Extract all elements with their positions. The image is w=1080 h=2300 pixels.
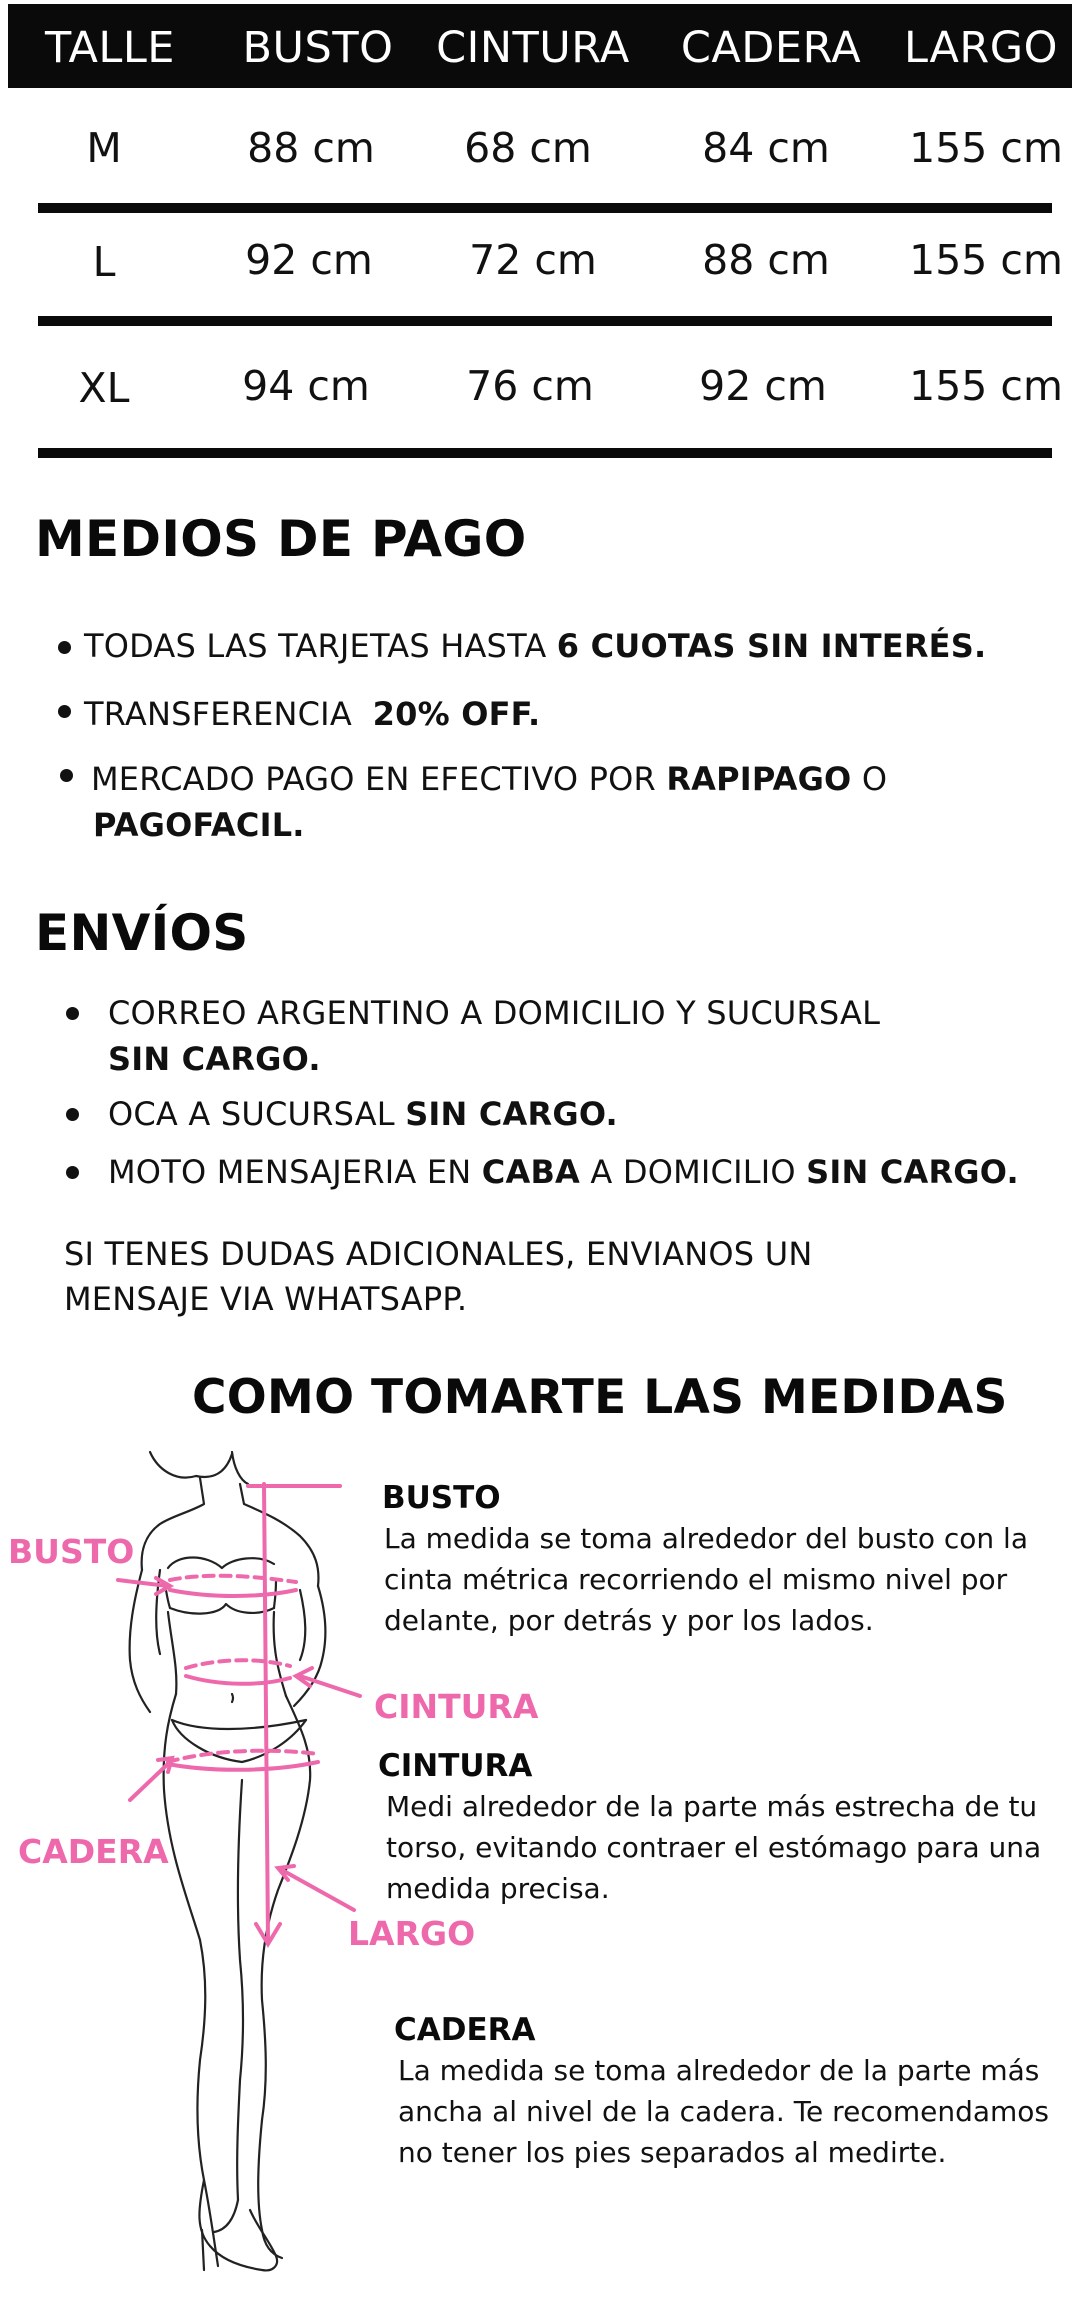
row-largo: 155 cm: [909, 236, 1063, 284]
bullet-dot: [66, 1108, 79, 1121]
payment-title: MEDIOS DE PAGO: [35, 510, 527, 568]
row-cadera: 88 cm: [702, 236, 830, 284]
payment-item: TRANSFERENCIA 20% OFF.: [84, 695, 541, 733]
shipping-item-continuation: SIN CARGO.: [108, 1040, 321, 1078]
measures-title: COMO TOMARTE LAS MEDIDAS: [192, 1370, 1008, 1425]
header-talle: TALLE: [45, 23, 175, 73]
row-cadera: 84 cm: [702, 124, 830, 172]
cadera-title: CADERA: [394, 2012, 536, 2048]
row-busto: 92 cm: [245, 236, 373, 284]
row-cintura: 76 cm: [466, 362, 594, 410]
bullet-dot: [58, 641, 71, 654]
shipping-item: OCA A SUCURSAL SIN CARGO.: [108, 1095, 618, 1133]
row-divider: [38, 448, 1052, 458]
cintura-description: Medi alrededor de la parte más estrecha de tu torso, evitando contraer el estómago para una medida precisa.: [386, 1790, 1042, 1905]
figure-label-cadera: CADERA: [18, 1832, 169, 1871]
payment-item: TODAS LAS TARJETAS HASTA 6 CUOTAS SIN INTERÉS.: [84, 627, 987, 665]
row-size: M: [86, 124, 122, 172]
header-largo: LARGO: [904, 23, 1058, 73]
shipping-title: ENVÍOS: [35, 904, 249, 962]
row-busto: 88 cm: [247, 124, 375, 172]
row-cintura: 68 cm: [464, 124, 592, 172]
cadera-description: La medida se toma alrededor de la parte más ancha al nivel de la cadera. Te recomendamos no tener los pies separados al medirte.: [398, 2054, 1049, 2169]
figure-label-busto: BUSTO: [8, 1532, 135, 1571]
shipping-note: MENSAJE VIA WHATSAPP.: [64, 1280, 468, 1318]
row-busto: 94 cm: [242, 362, 370, 410]
row-divider: [38, 316, 1052, 326]
payment-item: MERCADO PAGO EN EFECTIVO POR RAPIPAGO O: [91, 760, 888, 798]
shipping-item: CORREO ARGENTINO A DOMICILIO Y SUCURSAL: [108, 994, 881, 1032]
shipping-note: SI TENES DUDAS ADICIONALES, ENVIANOS UN: [64, 1235, 813, 1273]
row-size: XL: [78, 364, 130, 412]
payment-item-continuation: PAGOFACIL.: [93, 806, 305, 844]
row-cadera: 92 cm: [699, 362, 827, 410]
cintura-title: CINTURA: [378, 1748, 533, 1784]
bullet-dot: [66, 1007, 79, 1020]
header-cadera: CADERA: [680, 23, 862, 73]
row-divider: [38, 203, 1052, 213]
size-table-header: [8, 4, 1072, 88]
header-cintura: CINTURA: [436, 23, 630, 73]
bullet-dot: [58, 705, 71, 718]
bullet-dot: [60, 769, 73, 782]
shipping-item: MOTO MENSAJERIA EN CABA A DOMICILIO SIN CARGO.: [108, 1153, 1019, 1191]
row-size: L: [92, 238, 116, 286]
busto-title: BUSTO: [382, 1480, 501, 1516]
row-cintura: 72 cm: [469, 236, 597, 284]
row-largo: 155 cm: [909, 124, 1063, 172]
row-largo: 155 cm: [909, 362, 1063, 410]
busto-description: La medida se toma alrededor del busto con la cinta métrica recorriendo el mismo nivel por delante, por detrás y por los lados.: [384, 1522, 1028, 1637]
figure-label-largo: LARGO: [348, 1914, 476, 1953]
figure-label-cintura: CINTURA: [374, 1687, 539, 1726]
header-busto: BUSTO: [242, 23, 394, 73]
bullet-dot: [66, 1166, 79, 1179]
